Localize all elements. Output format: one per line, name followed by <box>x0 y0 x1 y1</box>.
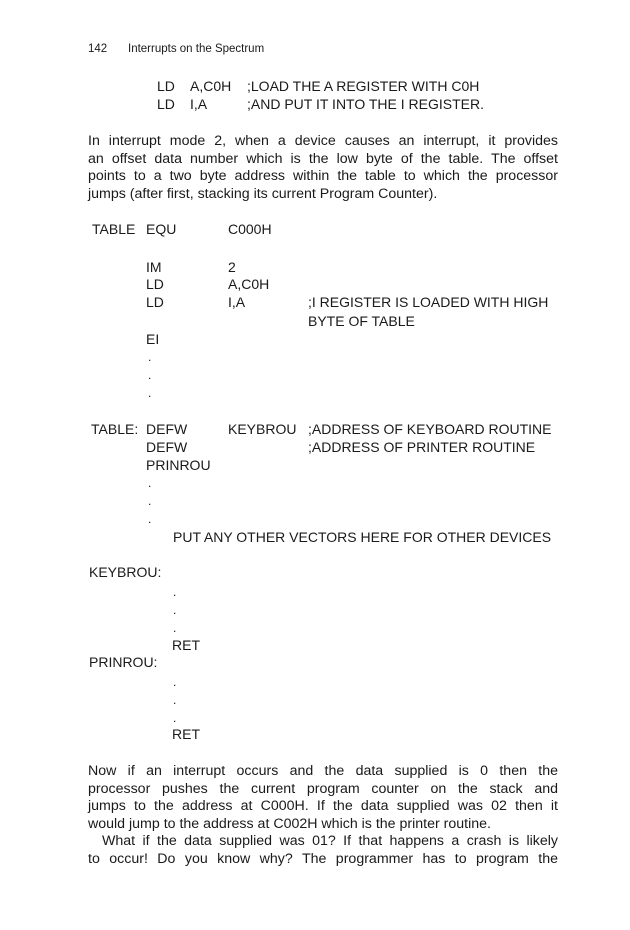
paragraph-line: to occur! Do you know why? The programmer has to program the <box>88 850 558 867</box>
paragraph-line: an offset data number which is the low byte of the table. The offset <box>88 150 558 167</box>
paragraph-line: jumps to the address at C000H. If the data supplied was 02 then it <box>88 798 558 815</box>
paragraph-line: In interrupt mode 2, when a device causes an interrupt, it provides <box>88 133 558 149</box>
prinrou-label: PRINROU: <box>89 654 158 670</box>
page-number: 142 <box>88 43 108 55</box>
table-label: TABLE: <box>91 421 139 437</box>
code-op: IM <box>146 259 162 275</box>
code-arg: I,A <box>190 96 208 112</box>
code-comment: ;I REGISTER IS LOADED WITH HIGH <box>308 294 549 310</box>
prinrou-ret: RET <box>172 726 200 742</box>
paragraph-line: would jump to the address at C002H which is the printer routine. <box>88 815 491 832</box>
ellipsis-dot: . <box>173 603 177 617</box>
paragraph-1 <box>88 133 558 203</box>
code-op: DEFW <box>146 439 188 455</box>
code-arg: 2 <box>228 259 236 275</box>
vectors-note: PUT ANY OTHER VECTORS HERE FOR OTHER DEVICES <box>173 529 552 545</box>
code-comment: BYTE OF TABLE <box>308 313 415 329</box>
code-op: LD <box>157 78 175 94</box>
running-title: Interrupts on the Spectrum <box>128 43 265 55</box>
code-op: EI <box>146 331 160 347</box>
ellipsis-dot: . <box>148 512 152 526</box>
code-comment: ;ADDRESS OF PRINTER ROUTINE <box>308 439 536 455</box>
ellipsis-dot: . <box>173 693 177 707</box>
paragraph-line: What if the data supplied was 01? If that happens a crash is likely <box>102 833 558 850</box>
ellipsis-dot: . <box>173 675 177 689</box>
ellipsis-dot: . <box>173 711 177 725</box>
ellipsis-dot: . <box>173 621 177 635</box>
paragraph-line: jumps (after first, stacking its current Program Counter). <box>88 185 438 202</box>
code-arg: A,C0H <box>228 276 270 292</box>
table-equ-label: TABLE <box>92 221 136 237</box>
code-op: DEFW <box>146 421 188 437</box>
code-op: LD <box>146 294 164 310</box>
paragraph-2 <box>88 763 558 869</box>
ellipsis-dot: . <box>173 585 177 599</box>
ellipsis-dot: . <box>148 350 152 364</box>
table-equ-value: C000H <box>228 221 272 237</box>
code-arg: KEYBROU <box>228 421 297 437</box>
code-comment: ;AND PUT IT INTO THE I REGISTER. <box>247 96 485 112</box>
code-op: LD <box>146 276 164 292</box>
code-arg: PRINROU <box>146 457 211 473</box>
code-comment: ;LOAD THE A REGISTER WITH C0H <box>247 78 480 94</box>
code-arg: A,C0H <box>190 78 232 94</box>
code-arg: I,A <box>228 294 246 310</box>
code-comment: ;ADDRESS OF KEYBOARD ROUTINE <box>308 421 552 437</box>
ellipsis-dot: . <box>148 494 152 508</box>
code-op: LD <box>157 96 175 112</box>
paragraph-line: points to a two byte address within the table to which the processor <box>88 168 558 185</box>
ellipsis-dot: . <box>148 386 152 400</box>
paragraph-line: processor pushes the current program counter on the stack and <box>88 780 558 797</box>
keybrou-label: KEYBROU: <box>89 564 162 580</box>
keybrou-ret: RET <box>172 637 200 653</box>
ellipsis-dot: . <box>148 476 152 490</box>
ellipsis-dot: . <box>148 368 152 382</box>
table-equ-op: EQU <box>146 221 177 237</box>
paragraph-line: Now if an interrupt occurs and the data supplied is 0 then the <box>88 763 558 779</box>
